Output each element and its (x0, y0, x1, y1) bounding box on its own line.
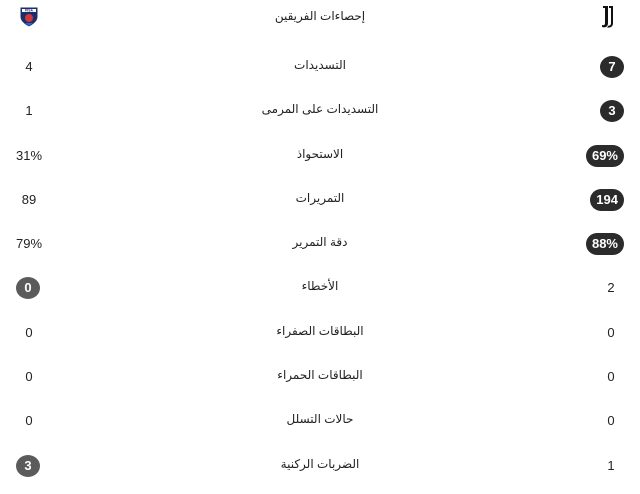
stat-label: الضربات الركنية (280, 456, 360, 471)
juventus-logo-icon (598, 4, 618, 30)
page-title: إحصاءات الفريقين (274, 9, 366, 23)
away-stat-value: 79% (16, 236, 43, 252)
away-stat-value: 3 (16, 455, 40, 477)
stat-label: التمريرات (295, 190, 345, 205)
stat-label: دقة التمرير (292, 235, 348, 250)
stat-row (0, 88, 640, 132)
away-stat-value: 31% (16, 147, 43, 163)
stat-label: التسديدات (294, 58, 346, 72)
stat-label: الاستحواذ (296, 146, 344, 161)
away-stat-value: 0 (25, 413, 33, 429)
stat-label: التسديدات على المرمى (261, 102, 379, 117)
away-stat-value: 89 (21, 191, 37, 207)
stat-label: الأخطاء (301, 279, 339, 294)
stat-row (0, 44, 640, 88)
home-stat-value: 0 (607, 324, 615, 340)
home-stat-value: 2 (607, 280, 615, 296)
stat-row (0, 265, 640, 309)
stat-row (0, 133, 640, 177)
away-stat-value: 0 (25, 324, 33, 340)
pisa-logo-text: PISA (25, 8, 33, 13)
stat-label: البطاقات الصفراء (276, 323, 364, 338)
home-stat-value: 7 (600, 56, 624, 78)
stat-label: حالات التسلل (286, 412, 354, 427)
home-stat-value: 88% (586, 233, 624, 255)
away-stat-value: 0 (16, 277, 40, 299)
home-stat-value: 194 (590, 189, 624, 211)
away-stat-value: 4 (25, 59, 33, 74)
home-stat-value: 0 (607, 413, 615, 429)
stats-header (0, 0, 640, 34)
stat-row (0, 443, 640, 487)
home-stat-value: 3 (600, 100, 624, 122)
stats-list (0, 44, 640, 487)
stat-row (0, 398, 640, 442)
stat-row (0, 310, 640, 354)
home-stat-value: 0 (607, 369, 615, 385)
stat-label: البطاقات الحمراء (277, 368, 363, 383)
stat-row (0, 221, 640, 265)
stat-row (0, 354, 640, 398)
away-stat-value: 1 (25, 103, 33, 119)
home-stat-value: 1 (607, 457, 615, 473)
stat-row (0, 177, 640, 221)
home-stat-value: 69% (586, 145, 624, 167)
away-stat-value: 0 (25, 369, 33, 385)
